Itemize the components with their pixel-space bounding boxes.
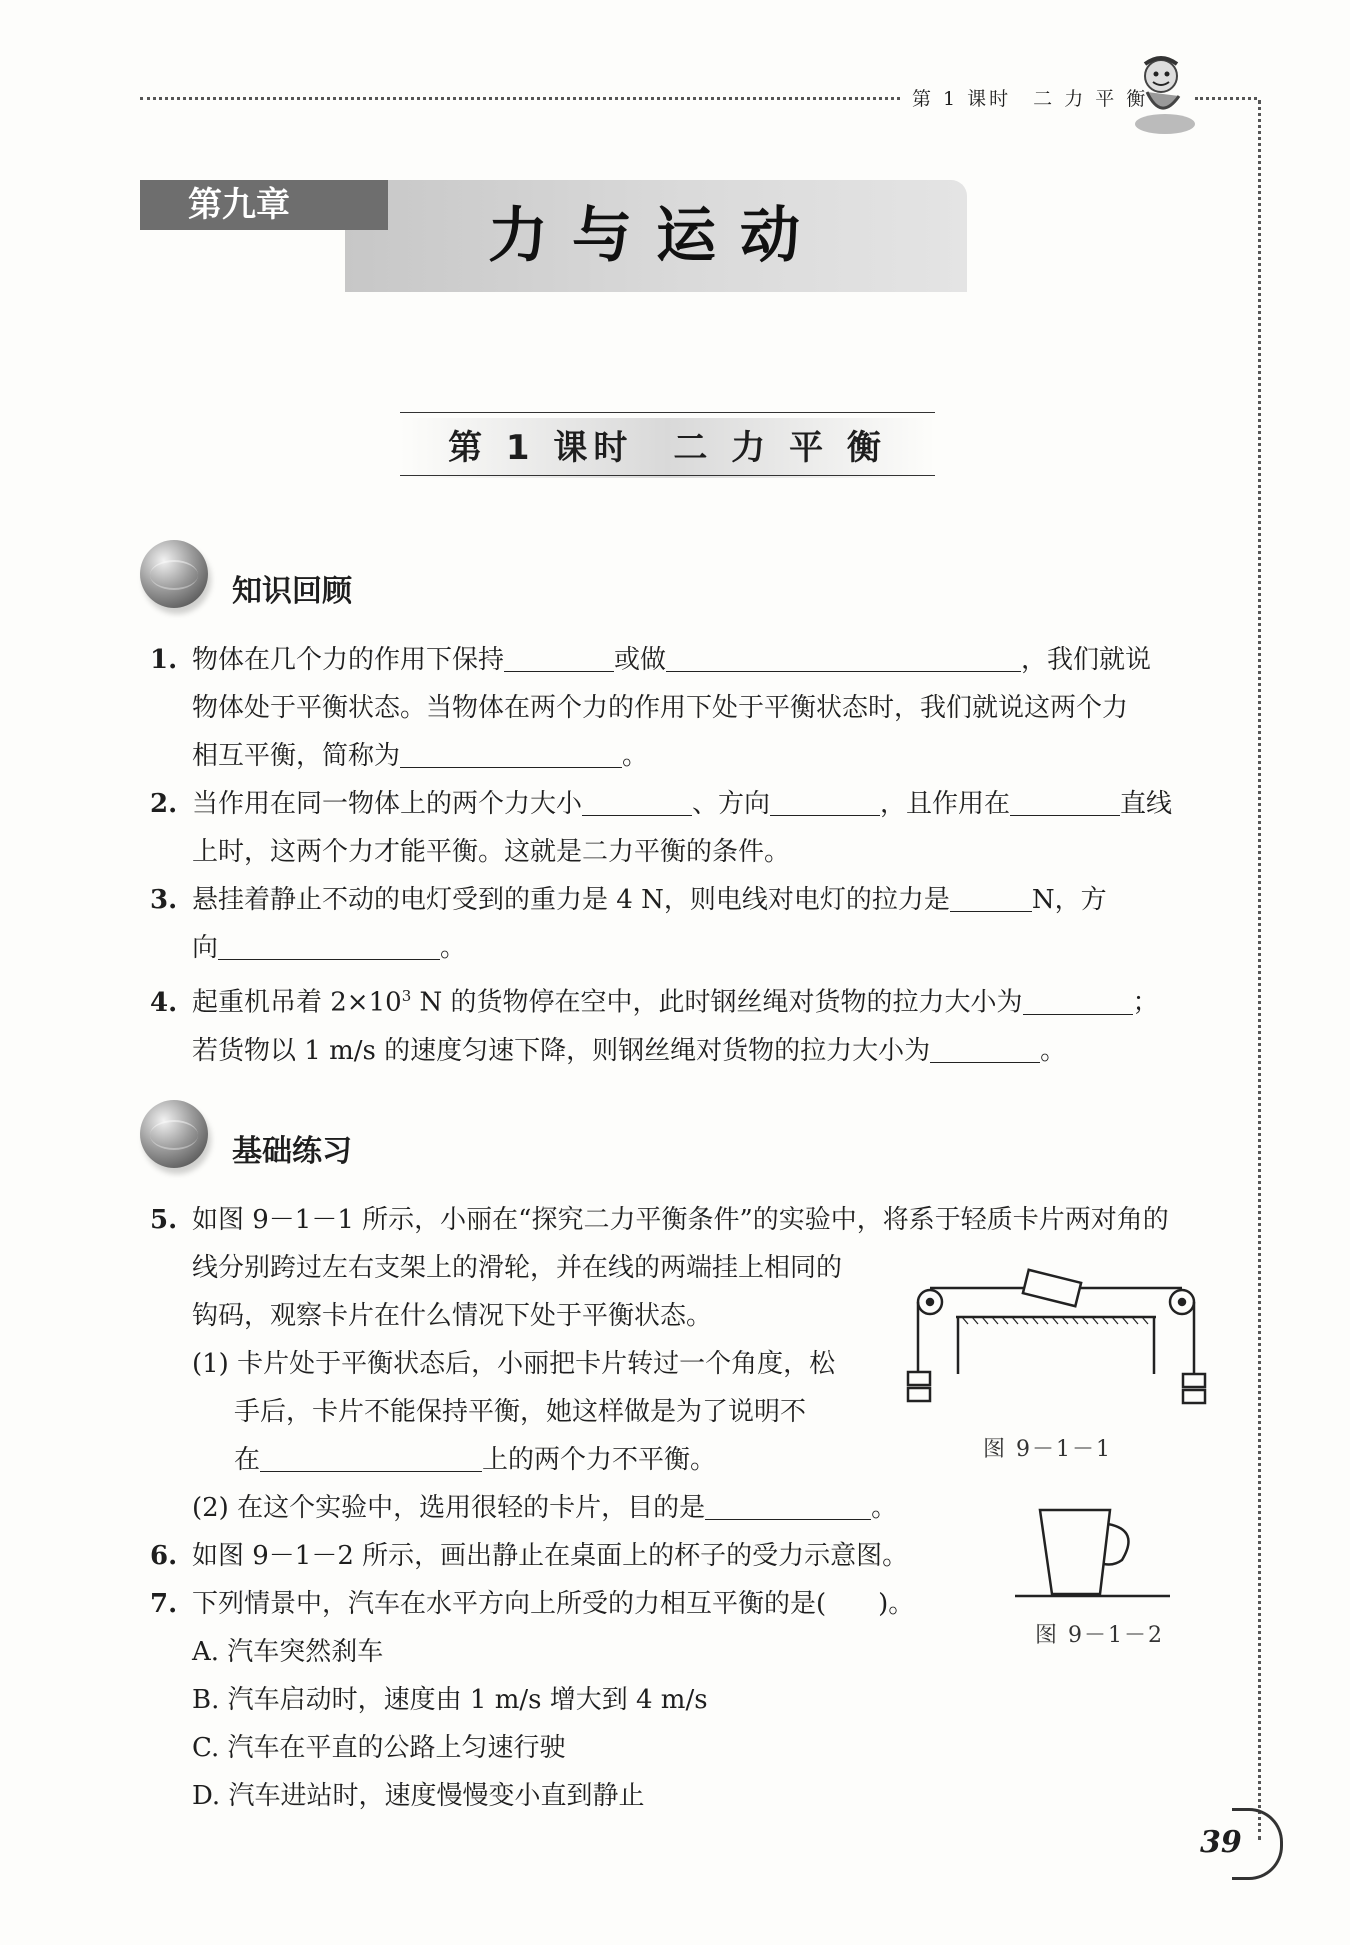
question-number: 6.: [150, 1541, 178, 1571]
text: 物体处于平衡状态。当物体在两个力的作用下处于平衡状态时，我们就说这两个力: [192, 693, 1129, 723]
answer-blank[interactable]: [666, 643, 1021, 672]
answer-blank[interactable]: [504, 643, 614, 672]
question-number: 4.: [150, 987, 178, 1018]
figure-pulley-apparatus: [900, 1262, 1220, 1422]
exponent: 3: [401, 987, 412, 1005]
text: 。: [1040, 1035, 1067, 1066]
question-7: [150, 1580, 1200, 1820]
globe-icon: [140, 540, 208, 608]
answer-blank[interactable]: [770, 787, 880, 816]
text: 。: [440, 933, 467, 963]
text: 或做: [614, 645, 667, 675]
text: 向: [192, 933, 219, 963]
text: 如图 9－1－1 所示，小丽在“探究二力平衡条件”的实验中，将系于轻质卡片两对角的: [192, 1205, 1169, 1235]
text: N，方: [1031, 885, 1107, 915]
question-number: 2.: [150, 789, 178, 819]
text: (1) 卡片处于平衡状态后，小丽把卡片转过一个角度，松: [192, 1349, 836, 1379]
text: 钩码，观察卡片在什么情况下处于平衡状态。: [192, 1301, 713, 1331]
answer-blank[interactable]: [1023, 986, 1133, 1015]
section-title-review: 知识回顾: [232, 574, 352, 609]
text: ，我们就说: [1021, 645, 1152, 675]
answer-blank[interactable]: [930, 1034, 1040, 1063]
text: 起重机吊着 2×10: [192, 987, 402, 1018]
question-3: [150, 876, 1200, 972]
text: 相互平衡，简称为: [192, 741, 401, 771]
text: 当作用在同一物体上的两个力大小: [192, 789, 583, 819]
figure-caption: 图 9－1－1: [983, 1437, 1112, 1462]
text: 在: [234, 1445, 261, 1475]
question-4: [150, 972, 1200, 1075]
lesson-title: 第 1 课时 二 力 平 衡: [448, 428, 887, 468]
text: 悬挂着静止不动的电灯受到的重力是 4 N，则电线对电灯的拉力是: [192, 885, 950, 915]
text: 。: [871, 1493, 898, 1523]
lesson-rule-top: [400, 412, 935, 413]
answer-blank[interactable]: [1010, 787, 1120, 816]
figure-caption: 图 9－1－2: [1035, 1623, 1164, 1648]
side-rule: [1258, 100, 1261, 1840]
text: ；: [1132, 987, 1159, 1018]
text: 若货物以 1 m/s 的速度匀速下降，则钢丝绳对货物的拉力大小为: [192, 1035, 931, 1066]
text: ，且作用在: [880, 789, 1011, 819]
answer-blank[interactable]: [950, 883, 1032, 912]
text: 。: [622, 741, 649, 771]
option-d[interactable]: D. 汽车进站时，速度慢慢变小直到静止: [192, 1781, 645, 1811]
question-number: 1.: [150, 645, 178, 675]
text: N 的货物停在空中，此时钢丝绳对货物的拉力大小为: [411, 987, 1023, 1018]
chapter-label: 第九章: [140, 180, 388, 230]
answer-blank[interactable]: [400, 739, 622, 768]
text: (2) 在这个实验中，选用很轻的卡片，目的是: [192, 1493, 706, 1523]
question-number: 7.: [150, 1589, 178, 1619]
cartoon-mascot-icon: [1125, 52, 1205, 142]
question-number: 5.: [150, 1205, 178, 1235]
question-number: 3.: [150, 885, 178, 915]
header-rule: [140, 97, 900, 100]
chapter-title: 力与运动: [488, 201, 824, 271]
answer-blank[interactable]: [582, 787, 692, 816]
option-c[interactable]: C. 汽车在平直的公路上匀速行驶: [192, 1733, 566, 1763]
text: 直线: [1120, 789, 1173, 819]
question-2: [150, 780, 1200, 876]
option-a[interactable]: A. 汽车突然刹车: [192, 1637, 384, 1667]
text: 上的两个力不平衡。: [482, 1445, 717, 1475]
answer-blank[interactable]: [260, 1443, 482, 1472]
text: 、方向: [692, 789, 771, 819]
question-1: [150, 636, 1200, 780]
text: 如图 9－1－2 所示，画出静止在桌面上的杯子的受力示意图。: [192, 1541, 909, 1571]
text: 物体在几个力的作用下保持: [192, 645, 505, 675]
page-number: 39: [1200, 1825, 1242, 1860]
answer-blank[interactable]: [705, 1491, 871, 1520]
text: 下列情景中，汽车在水平方向上所受的力相互平衡的是( )。: [192, 1589, 915, 1619]
answer-blank[interactable]: [218, 931, 440, 960]
text: 线分别跨过左右支架上的滑轮，并在线的两端挂上相同的: [192, 1253, 843, 1283]
text: 上时，这两个力才能平衡。这就是二力平衡的条件。: [192, 837, 791, 867]
running-header: 第 1 课时 二 力 平 衡: [912, 88, 1149, 110]
section-title-practice: 基础练习: [232, 1134, 352, 1169]
globe-icon: [140, 1100, 208, 1168]
option-b[interactable]: B. 汽车启动时，速度由 1 m/s 增大到 4 m/s: [192, 1685, 708, 1715]
lesson-rule-bottom: [400, 475, 935, 476]
text: 手后，卡片不能保持平衡，她这样做是为了说明不: [234, 1397, 807, 1427]
